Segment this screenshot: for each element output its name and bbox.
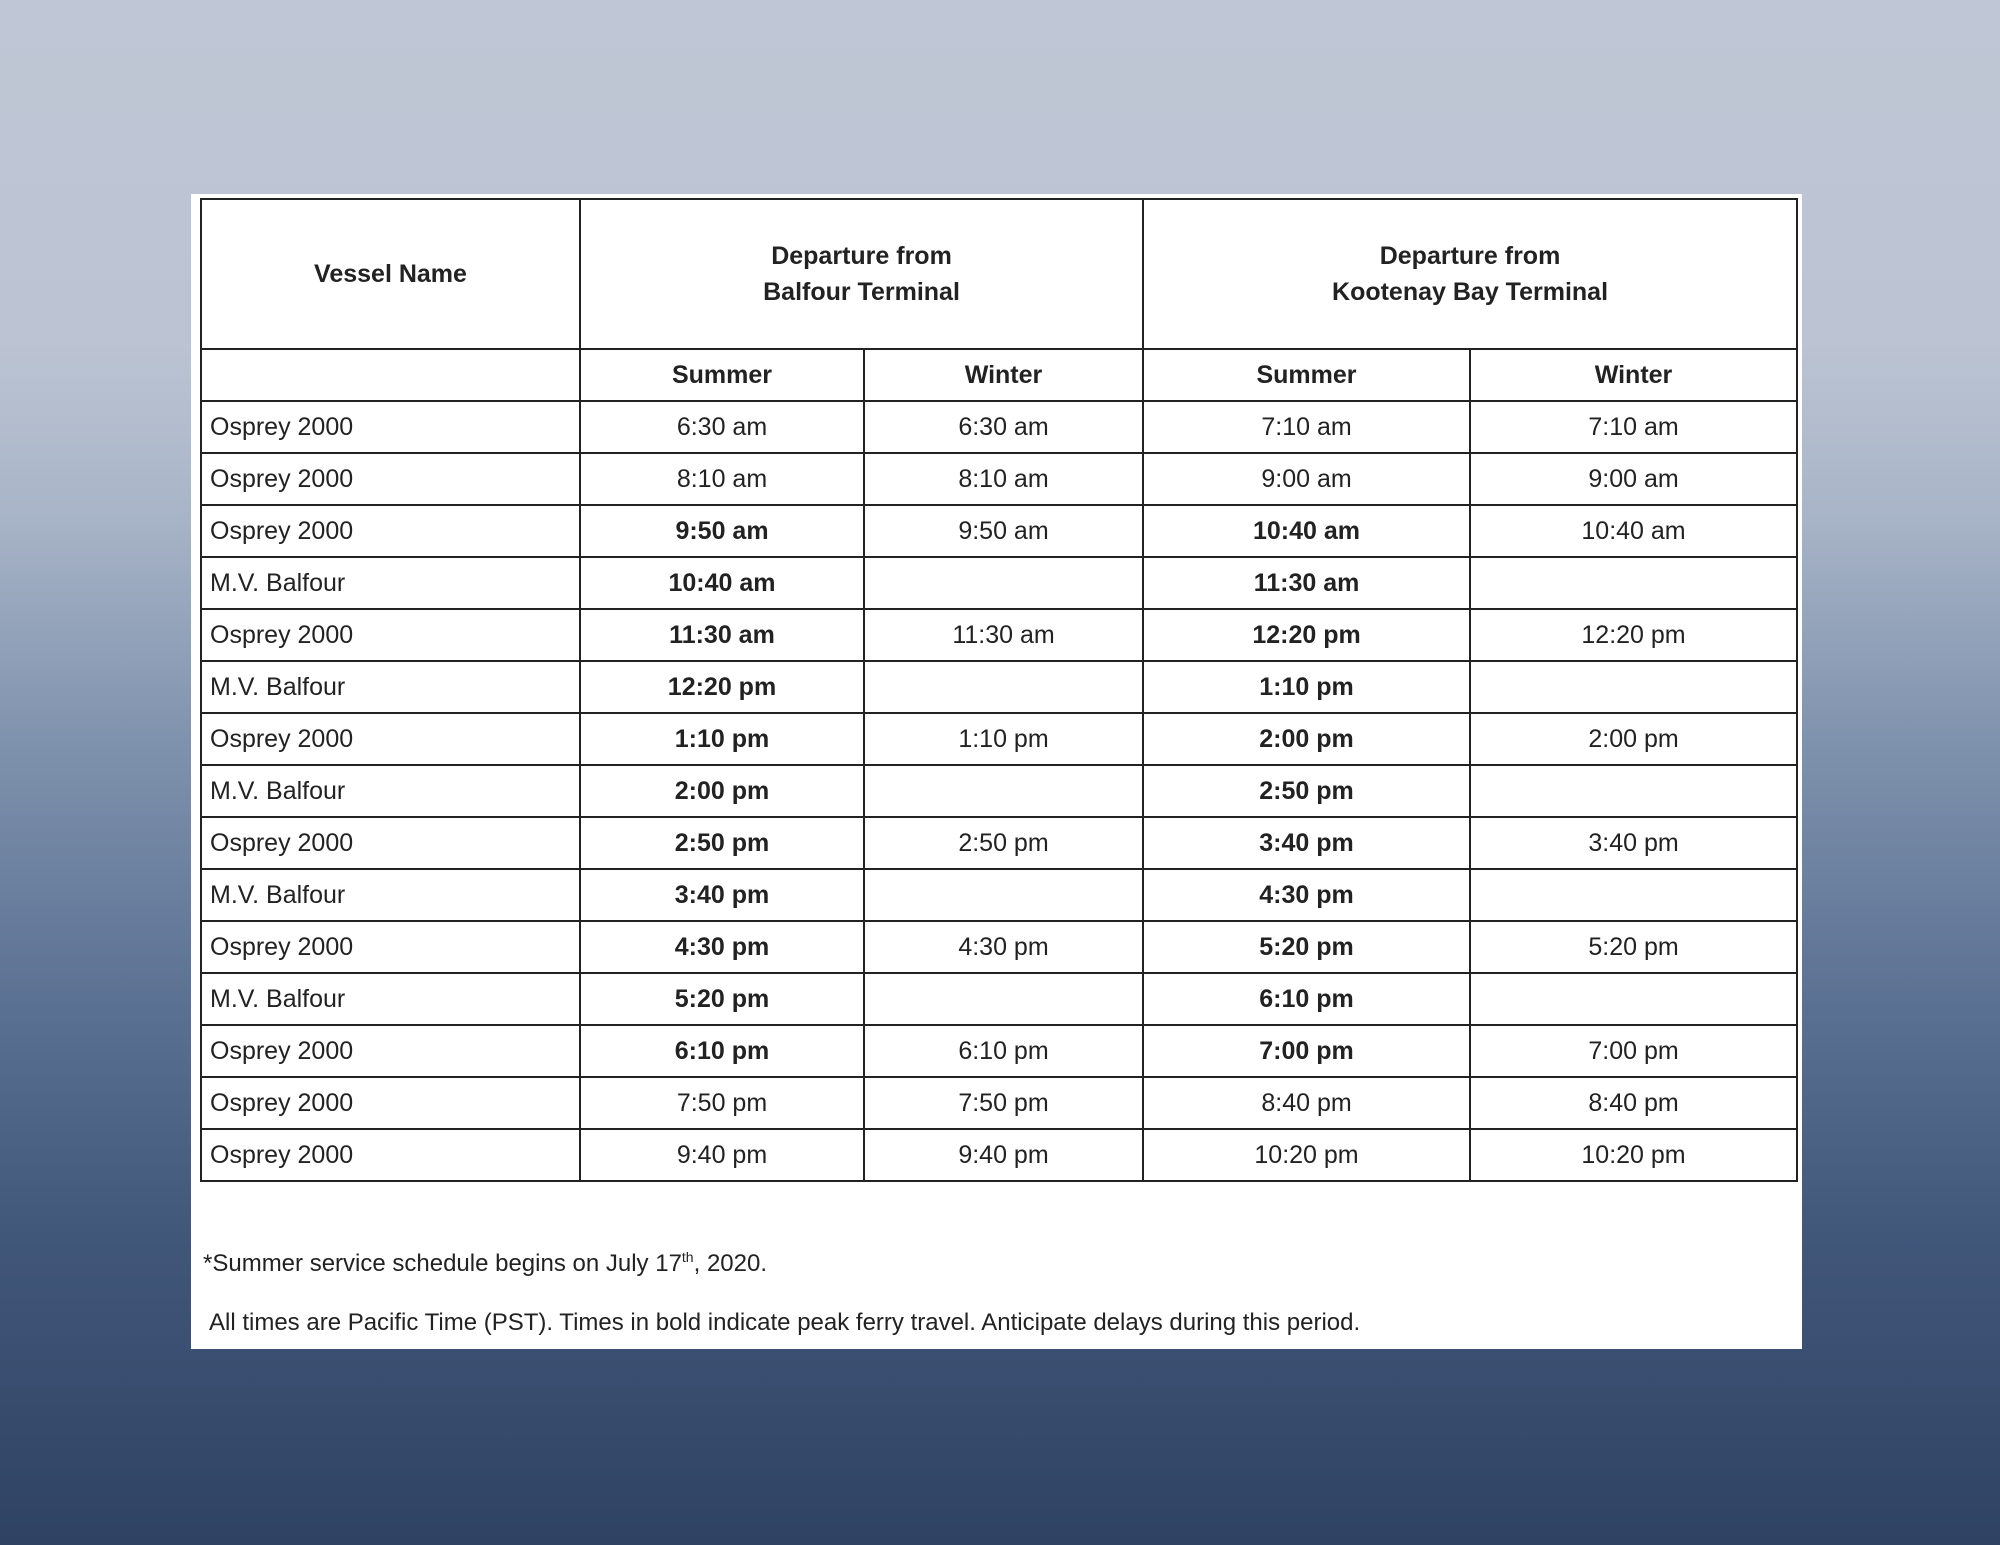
balfour-winter-cell	[864, 765, 1143, 817]
kootenay-summer-cell: 8:40 pm	[1143, 1077, 1470, 1129]
table-row	[201, 609, 1797, 661]
table-row	[201, 817, 1797, 869]
kootenay-departure-header: Departure from Kootenay Bay Terminal	[1143, 199, 1797, 349]
kootenay-winter-cell: 10:40 am	[1470, 505, 1797, 557]
balfour-summer-cell: 9:40 pm	[580, 1129, 864, 1181]
kootenay-winter-cell: 12:20 pm	[1470, 609, 1797, 661]
balfour-winter-cell	[864, 869, 1143, 921]
time-zone-note: All times are Pacific Time (PST). Times in bold indicate peak ferry travel. Anticipate delays during this period.	[209, 1309, 1361, 1336]
balfour-winter-cell: 7:50 pm	[864, 1077, 1143, 1129]
table-row	[201, 557, 1797, 609]
balfour-winter-cell: 2:50 pm	[864, 817, 1143, 869]
balfour-winter-cell: 4:30 pm	[864, 921, 1143, 973]
balfour-summer-cell: 2:50 pm	[580, 817, 864, 869]
kootenay-winter-cell: 7:00 pm	[1470, 1025, 1797, 1077]
balfour-winter-cell	[864, 973, 1143, 1025]
summer-start-note: *Summer service schedule begins on July 17th, 2020.	[203, 1249, 768, 1277]
table-row	[201, 921, 1797, 973]
kootenay-winter-cell	[1470, 973, 1797, 1025]
vessel-name-cell: Osprey 2000	[201, 453, 580, 505]
kootenay-summer-cell: 2:00 pm	[1143, 713, 1470, 765]
vessel-name-cell: M.V. Balfour	[201, 765, 580, 817]
kootenay-winter-cell: 9:00 am	[1470, 453, 1797, 505]
kootenay-winter-cell: 7:10 am	[1470, 401, 1797, 453]
balfour-winter-header: Winter	[864, 349, 1143, 401]
kootenay-winter-cell: 5:20 pm	[1470, 921, 1797, 973]
kootenay-winter-cell: 3:40 pm	[1470, 817, 1797, 869]
kootenay-summer-cell: 11:30 am	[1143, 557, 1470, 609]
vessel-name-cell: Osprey 2000	[201, 1129, 580, 1181]
table-row	[201, 1077, 1797, 1129]
balfour-summer-cell: 10:40 am	[580, 557, 864, 609]
vessel-name-cell: Osprey 2000	[201, 505, 580, 557]
kootenay-summer-cell: 2:50 pm	[1143, 765, 1470, 817]
kootenay-summer-cell: 9:00 am	[1143, 453, 1470, 505]
kootenay-winter-cell	[1470, 661, 1797, 713]
vessel-name-header: Vessel Name	[201, 199, 580, 349]
kootenay-summer-cell: 6:10 pm	[1143, 973, 1470, 1025]
vessel-name-cell: Osprey 2000	[201, 713, 580, 765]
table-row	[201, 453, 1797, 505]
balfour-winter-cell: 8:10 am	[864, 453, 1143, 505]
balfour-winter-cell: 9:50 am	[864, 505, 1143, 557]
vessel-name-cell: Osprey 2000	[201, 401, 580, 453]
vessel-name-cell: Osprey 2000	[201, 1077, 580, 1129]
kootenay-summer-cell: 4:30 pm	[1143, 869, 1470, 921]
kootenay-summer-cell: 5:20 pm	[1143, 921, 1470, 973]
kootenay-winter-cell	[1470, 765, 1797, 817]
balfour-summer-cell: 5:20 pm	[580, 973, 864, 1025]
balfour-departure-header: Departure from Balfour Terminal	[580, 199, 1143, 349]
table-row	[201, 505, 1797, 557]
kootenay-winter-cell: 8:40 pm	[1470, 1077, 1797, 1129]
table-row	[201, 401, 1797, 453]
balfour-winter-cell: 1:10 pm	[864, 713, 1143, 765]
balfour-summer-cell: 12:20 pm	[580, 661, 864, 713]
table-row	[201, 1129, 1797, 1181]
kootenay-summer-cell: 10:20 pm	[1143, 1129, 1470, 1181]
kootenay-summer-cell: 7:10 am	[1143, 401, 1470, 453]
kootenay-summer-cell: 1:10 pm	[1143, 661, 1470, 713]
table-row	[201, 869, 1797, 921]
kootenay-summer-cell: 3:40 pm	[1143, 817, 1470, 869]
balfour-summer-cell: 8:10 am	[580, 453, 864, 505]
kootenay-winter-cell: 2:00 pm	[1470, 713, 1797, 765]
vessel-name-cell: M.V. Balfour	[201, 661, 580, 713]
table-row	[201, 1025, 1797, 1077]
balfour-winter-cell: 6:30 am	[864, 401, 1143, 453]
table-row	[201, 765, 1797, 817]
balfour-winter-cell	[864, 557, 1143, 609]
balfour-summer-cell: 3:40 pm	[580, 869, 864, 921]
vessel-name-cell: M.V. Balfour	[201, 869, 580, 921]
kootenay-summer-header: Summer	[1143, 349, 1470, 401]
kootenay-winter-cell	[1470, 557, 1797, 609]
empty-header	[201, 349, 580, 401]
kootenay-summer-cell: 12:20 pm	[1143, 609, 1470, 661]
balfour-winter-cell: 9:40 pm	[864, 1129, 1143, 1181]
vessel-name-cell: Osprey 2000	[201, 609, 580, 661]
kootenay-summer-cell: 7:00 pm	[1143, 1025, 1470, 1077]
balfour-winter-cell	[864, 661, 1143, 713]
balfour-winter-cell: 6:10 pm	[864, 1025, 1143, 1077]
kootenay-winter-cell	[1470, 869, 1797, 921]
table-row	[201, 661, 1797, 713]
table-row	[201, 973, 1797, 1025]
kootenay-winter-cell: 10:20 pm	[1470, 1129, 1797, 1181]
schedule-panel	[191, 194, 1802, 1349]
balfour-summer-cell: 7:50 pm	[580, 1077, 864, 1129]
balfour-winter-cell: 11:30 am	[864, 609, 1143, 661]
vessel-name-cell: Osprey 2000	[201, 1025, 580, 1077]
kootenay-winter-header: Winter	[1470, 349, 1797, 401]
balfour-summer-cell: 11:30 am	[580, 609, 864, 661]
vessel-name-cell: Osprey 2000	[201, 817, 580, 869]
balfour-summer-cell: 2:00 pm	[580, 765, 864, 817]
balfour-summer-header: Summer	[580, 349, 864, 401]
balfour-summer-cell: 4:30 pm	[580, 921, 864, 973]
kootenay-summer-cell: 10:40 am	[1143, 505, 1470, 557]
table-row	[201, 713, 1797, 765]
balfour-summer-cell: 6:30 am	[580, 401, 864, 453]
balfour-summer-cell: 6:10 pm	[580, 1025, 864, 1077]
vessel-name-cell: Osprey 2000	[201, 921, 580, 973]
balfour-summer-cell: 1:10 pm	[580, 713, 864, 765]
vessel-name-cell: M.V. Balfour	[201, 973, 580, 1025]
ferry-schedule-table	[200, 198, 1798, 1182]
balfour-summer-cell: 9:50 am	[580, 505, 864, 557]
vessel-name-cell: M.V. Balfour	[201, 557, 580, 609]
